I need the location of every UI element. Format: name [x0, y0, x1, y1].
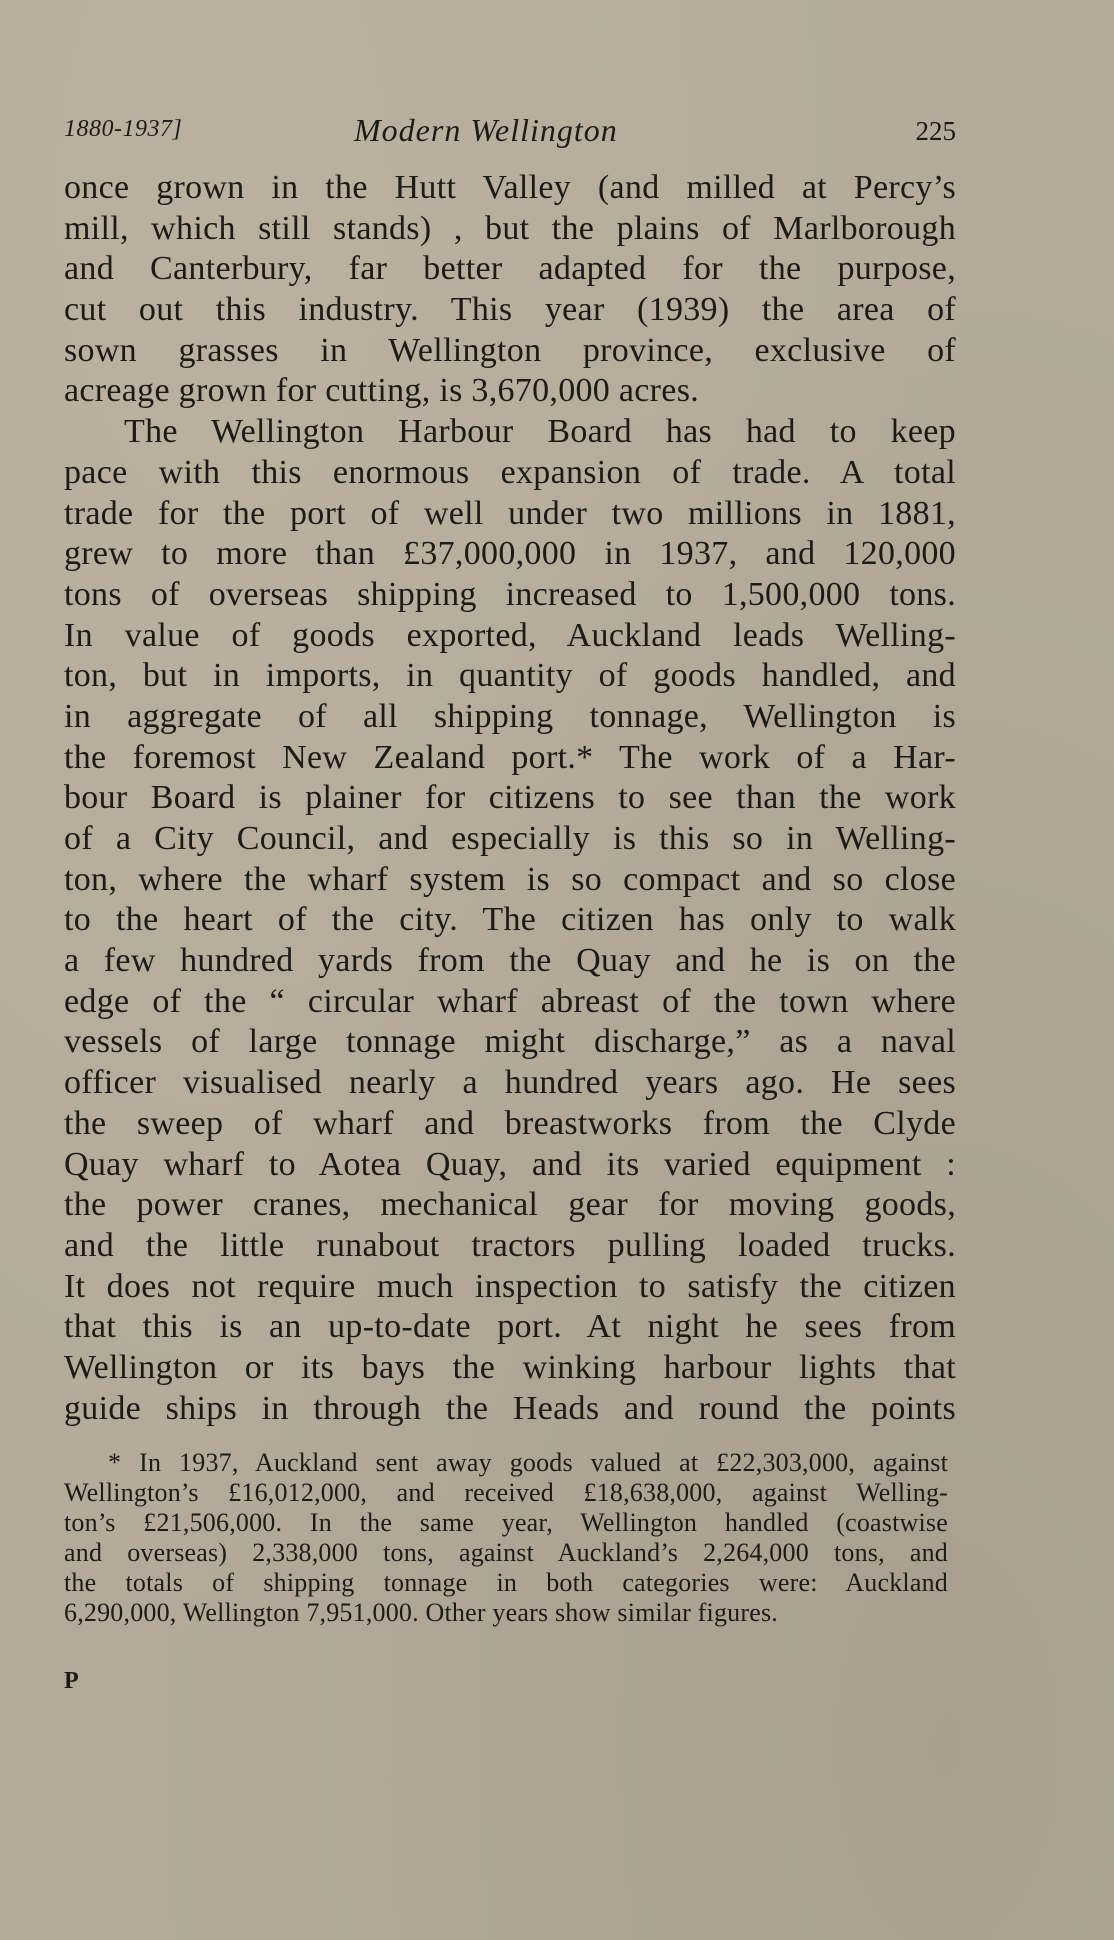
body-line: Quay wharf to Aotea Quay, and its varied equipment :: [64, 1145, 956, 1183]
body-line: officer visualised nearly a hundred years ago. He sees: [64, 1064, 956, 1102]
body-line: vessels of large tonnage might discharge,” as a naval: [64, 1023, 956, 1061]
body-line: ton, but in imports, in quantity of goods handled, and: [64, 657, 956, 695]
footnote-line: Wellington’s £16,012,000, and received £18,638,000, against Welling-: [64, 1478, 948, 1507]
footnote-line: ton’s £21,506,000. In the same year, Wellington handled (coastwise: [64, 1508, 948, 1537]
body-line: of a City Council, and especially is this so in Welling-: [64, 820, 956, 857]
body-line: trade for the port of well under two millions in 1881,: [64, 494, 956, 532]
body-line: sown grasses in Wellington province, exclusive of: [64, 331, 956, 369]
body-line: It does not require much inspection to satisfy the citizen: [64, 1267, 956, 1305]
body-line: bour Board is plainer for citizens to see than the work: [64, 779, 956, 817]
footnote-line: 6,290,000, Wellington 7,951,000. Other years show similar figures.: [64, 1598, 778, 1627]
running-head-date-range: 1880-1937]: [64, 116, 183, 142]
signature-mark: P: [64, 1668, 79, 1694]
body-line: Wellington or its bays the winking harbour lights that: [64, 1348, 956, 1386]
body-line: the foremost New Zealand port.* The work of a Har-: [64, 738, 956, 776]
body-line: acreage grown for cutting, is 3,670,000 acres.: [64, 372, 700, 410]
footnote: [64, 1448, 948, 1628]
body-line: guide ships in through the Heads and round the points: [64, 1389, 956, 1427]
body-line: pace with this enormous expansion of trade. A total: [64, 453, 956, 491]
body-line: once grown in the Hutt Valley (and milled at Percy’s: [64, 169, 956, 206]
body-line: a few hundred yards from the Quay and he is on the: [64, 942, 956, 980]
body-line: In value of goods exported, Auckland leads Welling-: [64, 616, 956, 654]
body-line: ton, where the wharf system is so compact and so close: [64, 860, 956, 898]
running-head-title: Modern Wellington: [354, 112, 618, 148]
body-line: tons of overseas shipping increased to 1,500,000 tons.: [64, 575, 956, 613]
body-line: The Wellington Harbour Board has had to keep: [124, 413, 956, 451]
body-line: and the little runabout tractors pulling loaded trucks.: [64, 1226, 956, 1264]
footnote-line: the totals of shipping tonnage in both categories were: Auckland: [64, 1568, 948, 1597]
body-line: that this is an up-to-date port. At night he sees from: [64, 1308, 956, 1346]
page-number: 225: [915, 116, 956, 146]
body-line: and Canterbury, far better adapted for the purpose,: [64, 250, 956, 288]
footnote-line: * In 1937, Auckland sent away goods valued at £22,303,000, against: [108, 1448, 948, 1477]
footnote-line: and overseas) 2,338,000 tons, against Auckland’s 2,264,000 tons, and: [64, 1538, 948, 1567]
body-text: [64, 168, 956, 1429]
body-line: to the heart of the city. The citizen has only to walk: [64, 901, 956, 939]
body-line: the sweep of wharf and breastworks from the Clyde: [64, 1104, 956, 1142]
body-line: in aggregate of all shipping tonnage, Wellington is: [64, 697, 956, 735]
body-line: the power cranes, mechanical gear for moving goods,: [64, 1186, 956, 1224]
body-line: edge of the “ circular wharf abreast of the town where: [64, 982, 956, 1020]
body-line: grew to more than £37,000,000 in 1937, and 120,000: [64, 535, 956, 573]
body-line: mill, which still stands) , but the plains of Marlborough: [64, 209, 956, 247]
running-head: [64, 112, 956, 152]
body-line: cut out this industry. This year (1939) the area of: [64, 291, 956, 329]
